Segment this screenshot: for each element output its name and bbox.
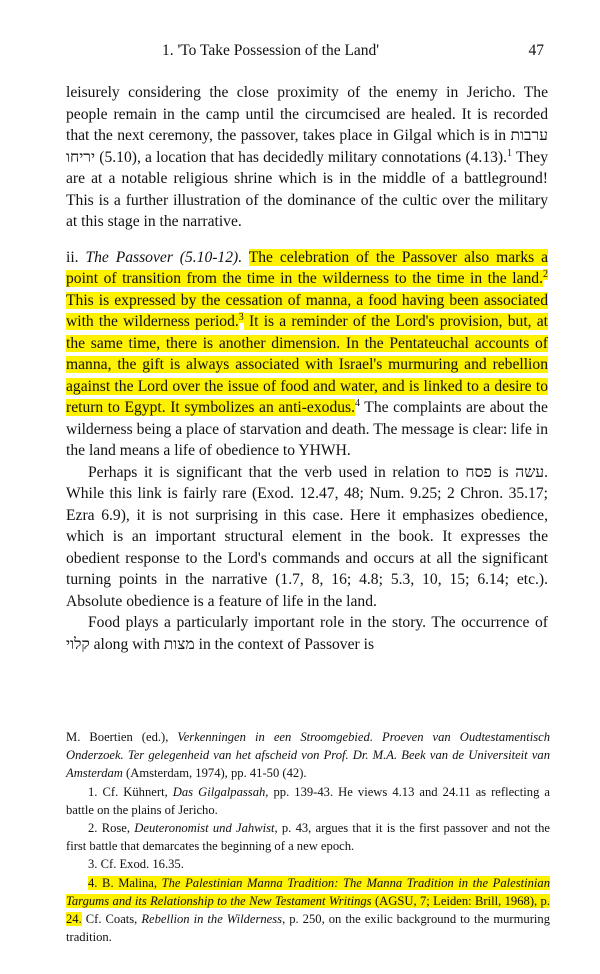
cited-title: Das Gilgalpassah [172, 784, 266, 799]
highlighted-text: The celebration of the Passover also marks a point of transition from the time in the wilderness to the time in the land. [66, 248, 549, 287]
text-run [242, 249, 249, 266]
hebrew-term: עשה [515, 463, 545, 481]
paragraph-food [66, 612, 548, 655]
cited-title: Deuteronomist und Jahwist [134, 821, 275, 836]
footnote-ref: 2 [543, 269, 548, 280]
hebrew-term: ערבות יריחו [66, 127, 548, 166]
text-run: Cf. Kühnert, [97, 784, 173, 799]
paragraph-obedience [66, 462, 548, 613]
footnote-number: 3. [88, 857, 98, 872]
page-number: 47 [528, 42, 544, 59]
text-run: , p. 250, on the exilic background to the murmuring tradition. [66, 912, 550, 945]
cited-title: Verkenningen in een Stroomgebied. Proeven van Oudtestamentisch Onderzoek. Ter gelegenheid van het afscheid von Prof. Dr. M.A. Beek van de Universiteit van Amsterdam [66, 730, 550, 781]
text-run: Perhaps it is significant that the verb used in relation to [88, 463, 466, 481]
footnote-continuation [66, 728, 550, 783]
text-run: , p. 43, argues that it is the first passover and not the first battle that demarcates the beginning of a new epoch. [66, 821, 550, 854]
footnotes [66, 728, 550, 946]
highlighted-text: B. Malina, [97, 875, 162, 890]
footnote-ref: 3 [238, 312, 244, 323]
text-run: (Amsterdam, 1974), pp. 41-50 (42). [122, 766, 307, 781]
text-run: Rose, [97, 821, 135, 836]
text-run: in the context of Passover is [194, 635, 375, 653]
page-header [66, 42, 544, 66]
text-run: along with [89, 635, 164, 653]
paragraph-gilgal [66, 82, 548, 233]
text-run: leisurely considering the close proximity of the enemy in Jericho. The people remain in the camp until the circumcised are healed. It is recorded that the next ceremony, the passover, takes place in Gilgal which is in [66, 84, 548, 144]
cited-title: Rebellion in the Wilderness [141, 912, 283, 927]
highlighted-text: This is expressed by the cessation of manna, a food having been associated with the wilderness period. [66, 291, 548, 330]
hebrew-term: קלוי [66, 635, 90, 653]
text-run: M. Boertien (ed.), [66, 730, 178, 744]
footnote-3 [66, 855, 550, 873]
footnote-number: 2. [88, 821, 98, 836]
footnote-ref: 1 [507, 147, 513, 159]
text-run: They are at a notable religious shrine which is in the middle of a battleground! This is a further illustration of the dominance of the cultic over the military at this stage in the narrative. [66, 148, 548, 230]
footnote-ref: 4 [355, 398, 360, 409]
footnote-1 [66, 783, 550, 819]
text-run: The complaints are about the wilderness being a place of starvation and death. The message is clear: life in the land means a life of obedience to YHWH. [66, 399, 548, 459]
hebrew-term: פסח [465, 463, 492, 481]
footnote-2 [66, 819, 550, 855]
section-heading: The Passover (5.10-12). [85, 248, 243, 266]
hebrew-term: מצות [163, 635, 195, 653]
section-label: ii. [66, 248, 86, 266]
footnote-number: 4. [88, 875, 98, 890]
text-run: Cf. Coats, [81, 912, 142, 927]
highlighted-text: It is a reminder of the Lord's provision, but, at the same time, there is another dimension. In the Pentateuchal accounts of manna, the gift is always associated with Israel's murmuring and rebellion against the Lord over the issue of food and water, and is linked to a desire to return to Egypt. It symbolizes an anti-exodus. [66, 313, 548, 416]
text-run: , pp. 139-43. He views 4.13 and 24.11 as reflecting a battle on the plains of Jericho. [66, 784, 551, 817]
cited-title: The Palestinian Manna Tradition: The Manna Tradition in the Palestinian Targums and its Relationship to the New Testament Writings [66, 875, 550, 908]
footnote-4 [66, 874, 550, 947]
running-title: 1. 'To Take Possession of the Land' [162, 42, 380, 59]
text-run: . While this link is fairly rare (Exod. 12.47, 48; Num. 9.25; 2 Chron. 35.17; Ezra 6.9), it is not surprising in this case. Here it emphasizes obedience, which is an important structural element in the book. It expresses the obedient response to the Lord's commands and occurs at all the significant turning points in the narrative (1.7, 8, 16; 4.8; 5.3, 10, 15; 6.14; etc.). Absolute obedience is a feature of life in the land. [66, 463, 548, 610]
text-run: (5.10), a location that has decidedly military connotations (4.13). [95, 148, 508, 166]
paragraph-passover [66, 247, 548, 462]
text-run: is [491, 463, 516, 481]
footnote-number: 1. [88, 784, 98, 799]
text-run: Cf. Exod. 16.35. [97, 857, 184, 872]
text-run: Food plays a particularly important role in the story. The occurrence of [88, 614, 548, 631]
body-text [66, 82, 548, 655]
highlighted-text: (AGSU, 7; Leiden: Brill, 1968), p. 24. [66, 893, 550, 927]
